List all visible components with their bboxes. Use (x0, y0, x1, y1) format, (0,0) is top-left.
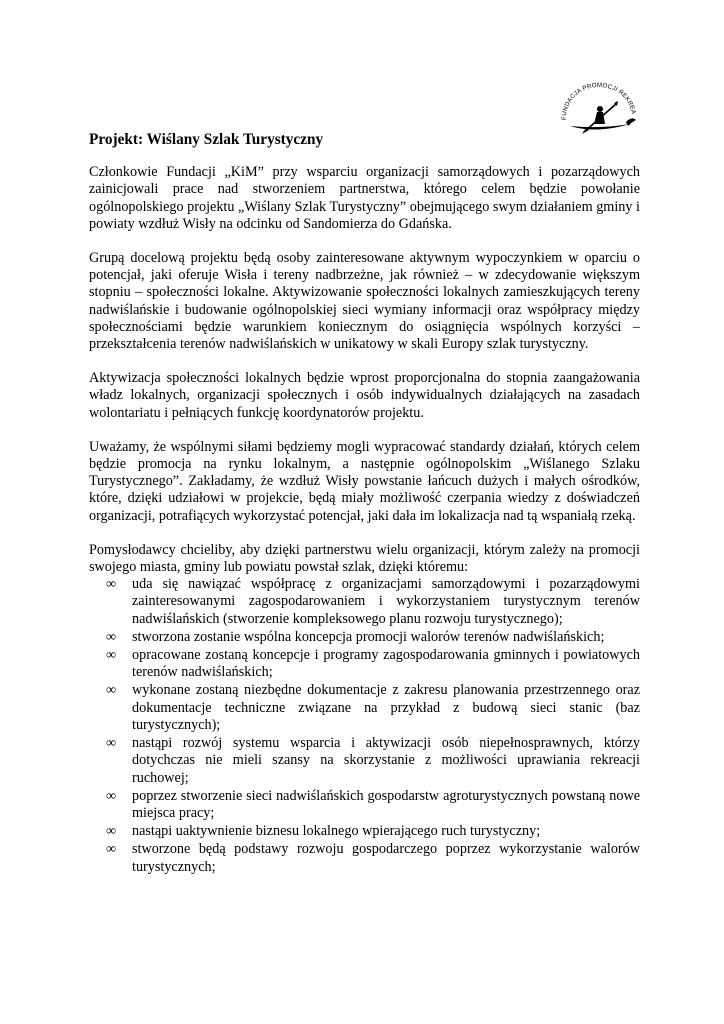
goals-list (89, 576, 640, 875)
list-item-text: stworzona zostanie wspólna koncepcja promocji walorów terenów nadwiślańskich; (132, 628, 605, 645)
logo-text: FUNDACJA PROMOCJI REKREA (560, 81, 637, 121)
svg-text:FUNDACJA PROMOCJI REKREACJI "K (556, 80, 637, 120)
list-item (89, 841, 640, 875)
list-item (89, 647, 640, 681)
list-item-text: stworzone będą podstawy rozwoju gospodarczego poprzez wykorzystanie walorów turystycznych; (132, 841, 640, 875)
list-item-text: nastąpi rozwój systemu wsparcia i aktywizacji osób niepełnosprawnych, którzy dotychczas nie mieli szansy na skorzystanie z możliwości uprawiania rekreacji ruchowej; (132, 735, 640, 786)
list-item (89, 788, 640, 822)
list-item (89, 682, 640, 734)
infinity-bullet-icon: ∞ (106, 576, 117, 593)
list-item-text: wykonane zostaną niezbędne dokumentacje z zakresu planowania przestrzennego oraz dokumentacje techniczne związane na przykład z budową sieci stanic (baz turystycznych); (132, 682, 640, 733)
paragraph: Uważamy, że wspólnymi siłami będziemy mogli wypracować standardy działań, których celem będzie promocja na rynku lokalnym, a następnie ogólnopolskim „Wiślanego Szlaku Turystycznego”. Zakładamy, że wzdłuż Wisły powstanie łańcuch dużych i małych ośrodków, które, dzięki udziałowi w projekcie, będą miały możliwość czerpania wiedzy z doświadczeń organizacji, potrafiących wykorzystać potencjał, jaki dała im lokalizacja nad tą wspaniałą rzeką. (89, 438, 640, 524)
infinity-bullet-icon: ∞ (106, 682, 117, 699)
infinity-bullet-icon: ∞ (106, 823, 117, 840)
paragraph: Członkowie Fundacji „KiM” przy wsparciu organizacji samorządowych i pozarządowych zainicjowali prace nad stworzeniem partnerstwa, którego celem będzie powołanie ogólnopolskiego projektu „Wiślany Szlak Turystyczny” obejmującego swym działaniem gminy i powiaty wzdłuż Wisły na odcinku od Sandomierza do Gdańska. (89, 164, 640, 232)
document-body (89, 131, 640, 877)
list-item (89, 735, 640, 787)
paragraph: Aktywizacja społeczności lokalnych będzie wprost proporcjonalna do stopnia zaangażowania władz lokalnych, organizacji społecznych i osób indywidualnych działających na zasadach wolontariatu i pełniących funkcję koordynatorów projektu. (89, 370, 640, 421)
list-item (89, 629, 640, 646)
list-item-text: poprzez stworzenie sieci nadwiślańskich gospodarstw agroturystycznych powstaną nowe miejsca pracy; (132, 787, 640, 821)
infinity-bullet-icon: ∞ (106, 735, 117, 752)
infinity-bullet-icon: ∞ (106, 647, 117, 664)
list-item (89, 576, 640, 628)
page-title: Projekt: Wiślany Szlak Turystyczny (89, 131, 324, 148)
infinity-bullet-icon: ∞ (106, 787, 117, 804)
list-item-text: nastąpi uaktywnienie biznesu lokalnego wpierającego ruch turystyczny; (132, 823, 541, 840)
infinity-bullet-icon: ∞ (106, 628, 117, 645)
paragraph: Grupą docelową projektu będą osoby zainteresowane aktywnym wypoczynkiem w oparciu o potencjał, jaki oferuje Wisła i tereny nadbrzeżne, jak również – w zdecydowanie większym stopniu – społeczności lokalne. Aktywizowanie społeczności lokalnych zamieszkujących tereny nadwiślańskie i budowanie ogólnopolskiej sieci wymiany informacji oraz współpracy między społecznościami będzie warunkiem koniecznym do osiągnięcia wspólnych korzyści – przekształcenia terenów nadwiślańskich w unikatowy w skali Europy szlak turystyczny. (89, 250, 640, 353)
list-item (89, 823, 640, 840)
list-item-text: uda się nawiązać współpracę z organizacjami samorządowymi i pozarządowymi zainteresowanymi zagospodarowaniem i wykorzystaniem turystycznym terenów nadwiślańskich (stworzenie kompleksowego planu rozwoju turystycznego); (132, 576, 640, 627)
infinity-bullet-icon: ∞ (106, 841, 117, 858)
list-item-text: opracowane zostaną koncepcje i programy zagospodarowania gminnych i powiatowych terenów nadwiślańskich; (132, 647, 640, 681)
list-intro: Pomysłodawcy chcieliby, aby dzięki partnerstwu wielu organizacji, którym zależy na promocji swojego miasta, gminy lub powiatu powstał szlak, dzięki któremu: (89, 541, 640, 576)
